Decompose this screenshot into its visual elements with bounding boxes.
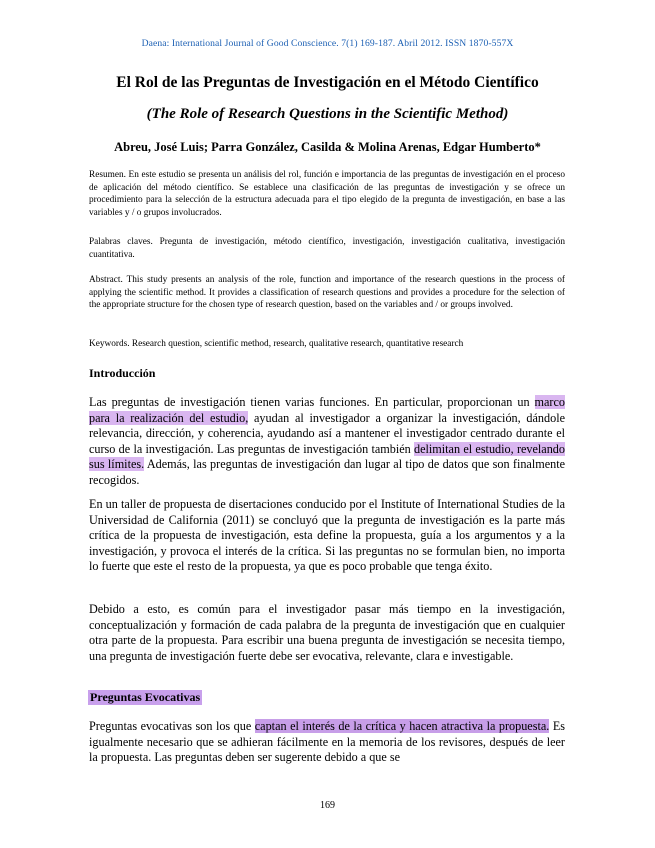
evocativas-paragraph-1 xyxy=(89,719,565,766)
intro-paragraph-1 xyxy=(89,395,565,489)
intro-paragraph-3: Debido a esto, es común para el investigador pasar más tiempo en la investigación, conceptualización y formación de cada palabra de la pregunta de investigación que en cualquier otra parte de la propuesta. Para escribir una buena pregunta de investigación se necesita tiempo, una pregunta de investigación fuerte debe ser evocativa, relevante, clara e investigable. xyxy=(89,602,565,663)
abstract-paragraph: Abstract. This study presents an analysis of the role, function and importance of the research questions in the process of applying the scientific method. It provides a classification of research questions and provides a procedure for the selection of the appropriate structure for the chosen type of research question, based on the variables and / or groups involved. xyxy=(89,275,565,311)
paper-authors: Abreu, José Luis; Parra González, Casilda & Molina Arenas, Edgar Humberto* xyxy=(114,140,541,154)
paper-title: El Rol de las Preguntas de Investigación en el Método Científico xyxy=(116,74,539,91)
section-heading-introduccion: Introducción xyxy=(89,366,156,380)
keywords-paragraph: Keywords. Research question, scientific method, research, qualitative research, quantitative research xyxy=(89,339,464,349)
palabras-claves-paragraph: Palabras claves. Pregunta de investigación, método científico, investigación, investigación cualitativa, investigación cuantitativa. xyxy=(89,237,565,260)
text-run: ayudan al investigador a organizar la investigación, dándole relevancia, dirección, y coherencia, ayudando así a mantener el investigador centrado durante el curso de la investigación. Las preguntas de investigación también xyxy=(89,410,565,456)
section-heading-evocativas: Preguntas Evocativas xyxy=(90,690,201,704)
paper-subtitle: (The Role of Research Questions in the Scientific Method) xyxy=(146,106,509,122)
intro-paragraph-2: En un taller de propuesta de disertaciones conducido por el Institute of International Studies de la Universidad de California (2011) se concluyó que la pregunta de investigación es la parte más crítica de la propuesta de investigación, esta define la propuesta, guía a los argumentos y a la investigación, y provoca el interés de la crítica. Si las preguntas no se formulan bien, no importa lo fuerte que este el resto de la propuesta, ya que es poco probable que tenga éxito. xyxy=(89,497,565,574)
journal-header: Daena: International Journal of Good Conscience. 7(1) 169-187. Abril 2012. ISSN 1870-557X xyxy=(141,38,514,49)
page-number: 169 xyxy=(320,800,335,811)
highlight-delimitan: delimitan el estudio, revelando sus límites. xyxy=(89,441,565,472)
text-run: Es igualmente necesario que se adhieran fácilmente en la memoria de los revisores, después de leer la propuesta. Las preguntas deben ser sugerente debido a que se xyxy=(89,719,566,765)
resumen-paragraph: Resumen. En este estudio se presenta un análisis del rol, función e importancia de las preguntas de investigación en el proceso de aplicación del método científico. Se establece una clasificación de las preguntas de investigación y se ofrece un procedimiento para la selección de la estructura adecuada para el tipo elegido de la pregunta de investigación, en base a las variables y / o grupos involucrados. xyxy=(89,170,565,218)
text-run: Además, las preguntas de investigación dan lugar al tipo de datos que son finalmente recogidos. xyxy=(89,457,565,487)
text-run: Las preguntas de investigación tienen varias funciones. En particular, proporcionan un xyxy=(89,395,535,409)
highlight-marco: marco para la realización del estudio, xyxy=(89,395,565,425)
highlight-captan: captan el interés de la crítica y hacen atractiva la propuesta. xyxy=(254,719,550,733)
text-run: Preguntas evocativas son los que xyxy=(89,719,255,733)
